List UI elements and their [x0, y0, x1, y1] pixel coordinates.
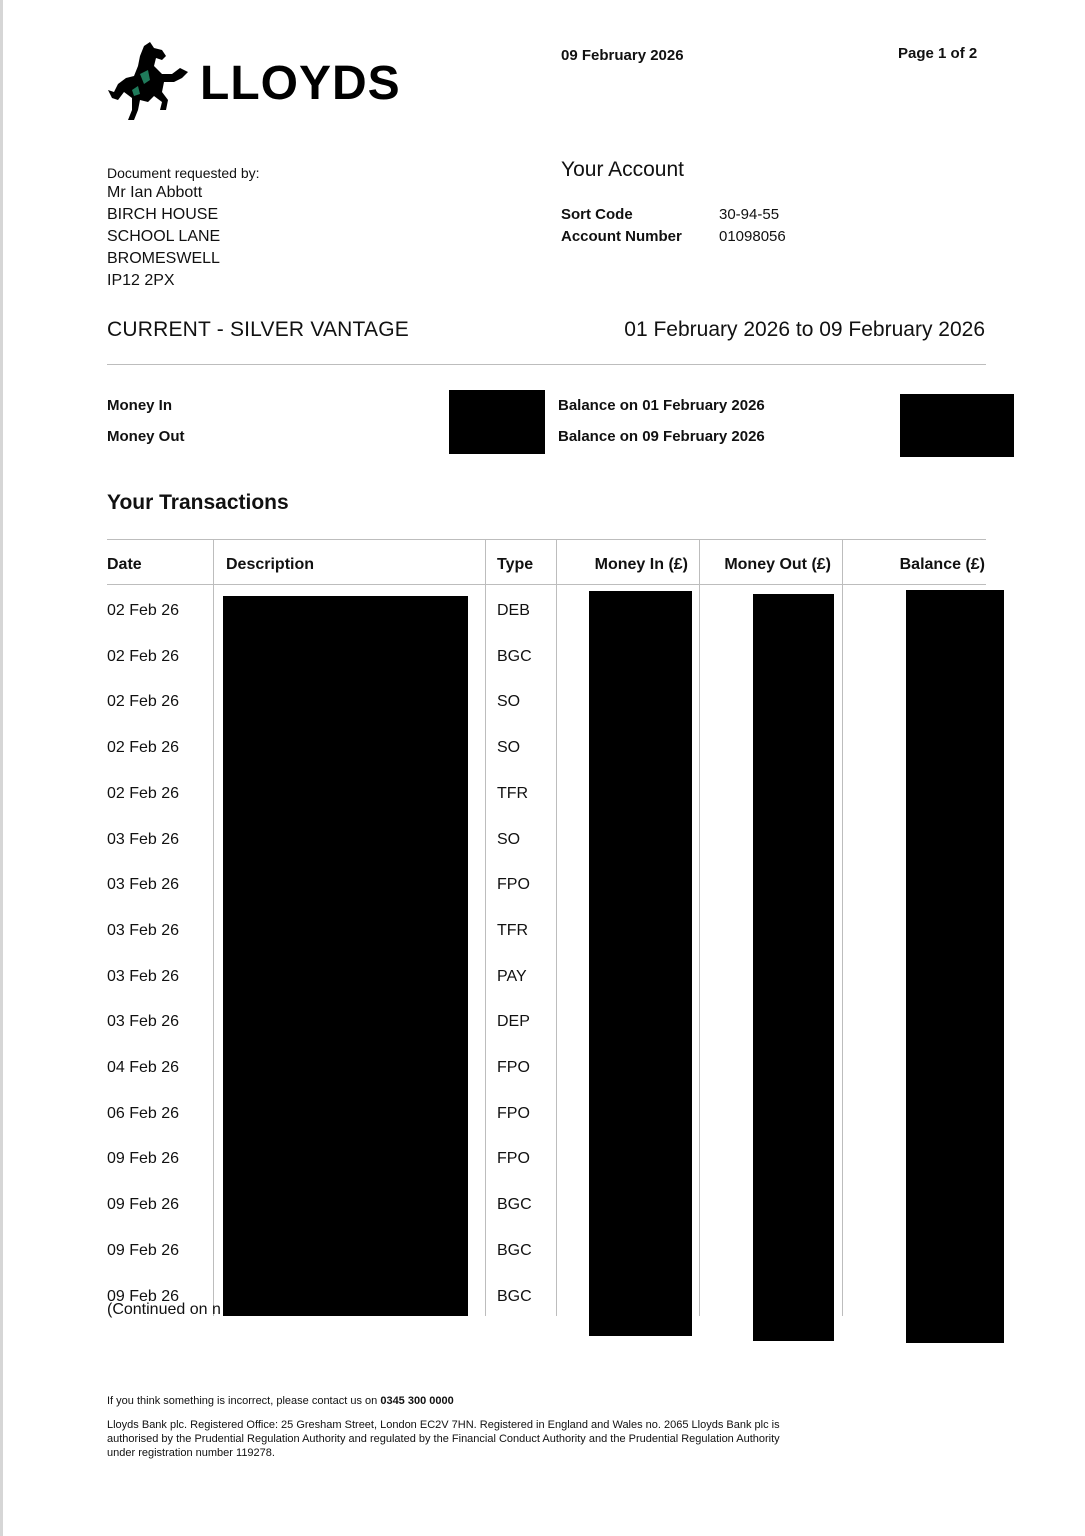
- section-divider: [107, 364, 986, 365]
- row-date: 03 Feb 26: [107, 876, 180, 893]
- address-line: BIRCH HOUSE: [107, 206, 219, 223]
- redacted-money-in: [589, 591, 692, 1336]
- column-divider: [485, 539, 486, 1316]
- redacted-descriptions: [223, 596, 468, 1316]
- row-date: 09 Feb 26: [107, 1242, 180, 1259]
- table-header-rule: [107, 584, 986, 585]
- account-number-label: Account Number: [561, 228, 682, 245]
- column-header-description: Description: [226, 556, 315, 573]
- statement-date: 09 February 2026: [561, 47, 684, 64]
- contact-note: [107, 1395, 454, 1407]
- money-in-label: Money In: [107, 397, 173, 414]
- row-date: 02 Feb 26: [107, 739, 180, 756]
- page-edge: [0, 0, 3, 1536]
- row-type: FPO: [497, 1059, 530, 1076]
- sort-code-value: 30-94-55: [719, 206, 780, 223]
- contact-text: If you think something is incorrect, please contact us on: [107, 1395, 378, 1407]
- row-type: FPO: [497, 1150, 530, 1167]
- row-date: 09 Feb 26: [107, 1288, 180, 1305]
- row-type: BGC: [497, 1196, 532, 1213]
- row-date: 03 Feb 26: [107, 922, 180, 939]
- redacted-money-out: [753, 594, 834, 1341]
- row-type: FPO: [497, 876, 530, 893]
- row-type: TFR: [497, 785, 529, 802]
- legal-notice: Lloyds Bank plc. Registered Office: 25 Gresham Street, London EC2V 7HN. Registered in England and Wales no. 2065 Lloyds Bank plc is authorised by the Prudential Regulation Authority and regulated by the Financial Conduct Authority and the Prudential Regulation Authority under registration number 119278.: [107, 1419, 780, 1459]
- row-type: DEB: [497, 602, 530, 619]
- row-date: 09 Feb 26: [107, 1196, 180, 1213]
- account-number-value: 01098056: [719, 228, 786, 245]
- contact-phone: 0345 300 0000: [380, 1395, 454, 1407]
- sort-code-label: Sort Code: [561, 206, 633, 223]
- row-type: SO: [497, 831, 521, 848]
- balance-end-label: Balance on 09 February 2026: [558, 428, 765, 445]
- column-header-money-out: Money Out (£): [724, 556, 831, 573]
- row-date: 02 Feb 26: [107, 648, 180, 665]
- column-header-balance: Balance (£): [899, 556, 985, 573]
- row-date: 06 Feb 26: [107, 1105, 180, 1122]
- redacted-balance: [906, 590, 1004, 1343]
- row-date: 02 Feb 26: [107, 693, 180, 710]
- column-divider: [699, 539, 700, 1316]
- row-date: 03 Feb 26: [107, 1013, 180, 1030]
- row-date: 09 Feb 26: [107, 1150, 180, 1167]
- row-type: DEP: [497, 1013, 530, 1030]
- row-type: FPO: [497, 1105, 530, 1122]
- column-header-type: Type: [497, 556, 534, 573]
- row-type: SO: [497, 693, 521, 710]
- black-horse-icon: [104, 40, 192, 124]
- row-type: TFR: [497, 922, 529, 939]
- address-line: IP12 2PX: [107, 272, 175, 289]
- column-divider: [556, 539, 557, 1316]
- address-line: BROMESWELL: [107, 250, 220, 267]
- row-date: 02 Feb 26: [107, 602, 180, 619]
- row-type: BGC: [497, 648, 532, 665]
- address-line: SCHOOL LANE: [107, 228, 221, 245]
- row-type: PAY: [497, 968, 527, 985]
- transactions-title: Your Transactions: [107, 491, 289, 514]
- table-top-rule: [107, 539, 986, 540]
- continued-note: (Continued on n: [107, 1301, 221, 1318]
- row-date: 02 Feb 26: [107, 785, 180, 802]
- money-out-label: Money Out: [107, 428, 185, 445]
- redacted-money-totals: [449, 390, 545, 454]
- row-date: 04 Feb 26: [107, 1059, 180, 1076]
- requested-by-label: Document requested by:: [107, 165, 260, 181]
- account-title: Your Account: [561, 158, 684, 181]
- statement-period: 01 February 2026 to 09 February 2026: [624, 318, 985, 341]
- column-header-date: Date: [107, 556, 142, 573]
- row-type: SO: [497, 739, 521, 756]
- row-type: BGC: [497, 1288, 532, 1305]
- product-name: CURRENT - SILVER VANTAGE: [107, 318, 409, 341]
- row-date: 03 Feb 26: [107, 968, 180, 985]
- redacted-balances: [900, 394, 1014, 457]
- address-line: Mr Ian Abbott: [107, 184, 203, 201]
- column-divider: [842, 539, 843, 1316]
- page-indicator: Page 1 of 2: [898, 45, 978, 62]
- column-divider: [213, 539, 214, 1316]
- row-date: 03 Feb 26: [107, 831, 180, 848]
- column-header-money-in: Money In (£): [594, 556, 688, 573]
- balance-start-label: Balance on 01 February 2026: [558, 397, 765, 414]
- brand-name: LLOYDS: [200, 57, 401, 110]
- lloyds-logo: [104, 40, 404, 128]
- row-type: BGC: [497, 1242, 532, 1259]
